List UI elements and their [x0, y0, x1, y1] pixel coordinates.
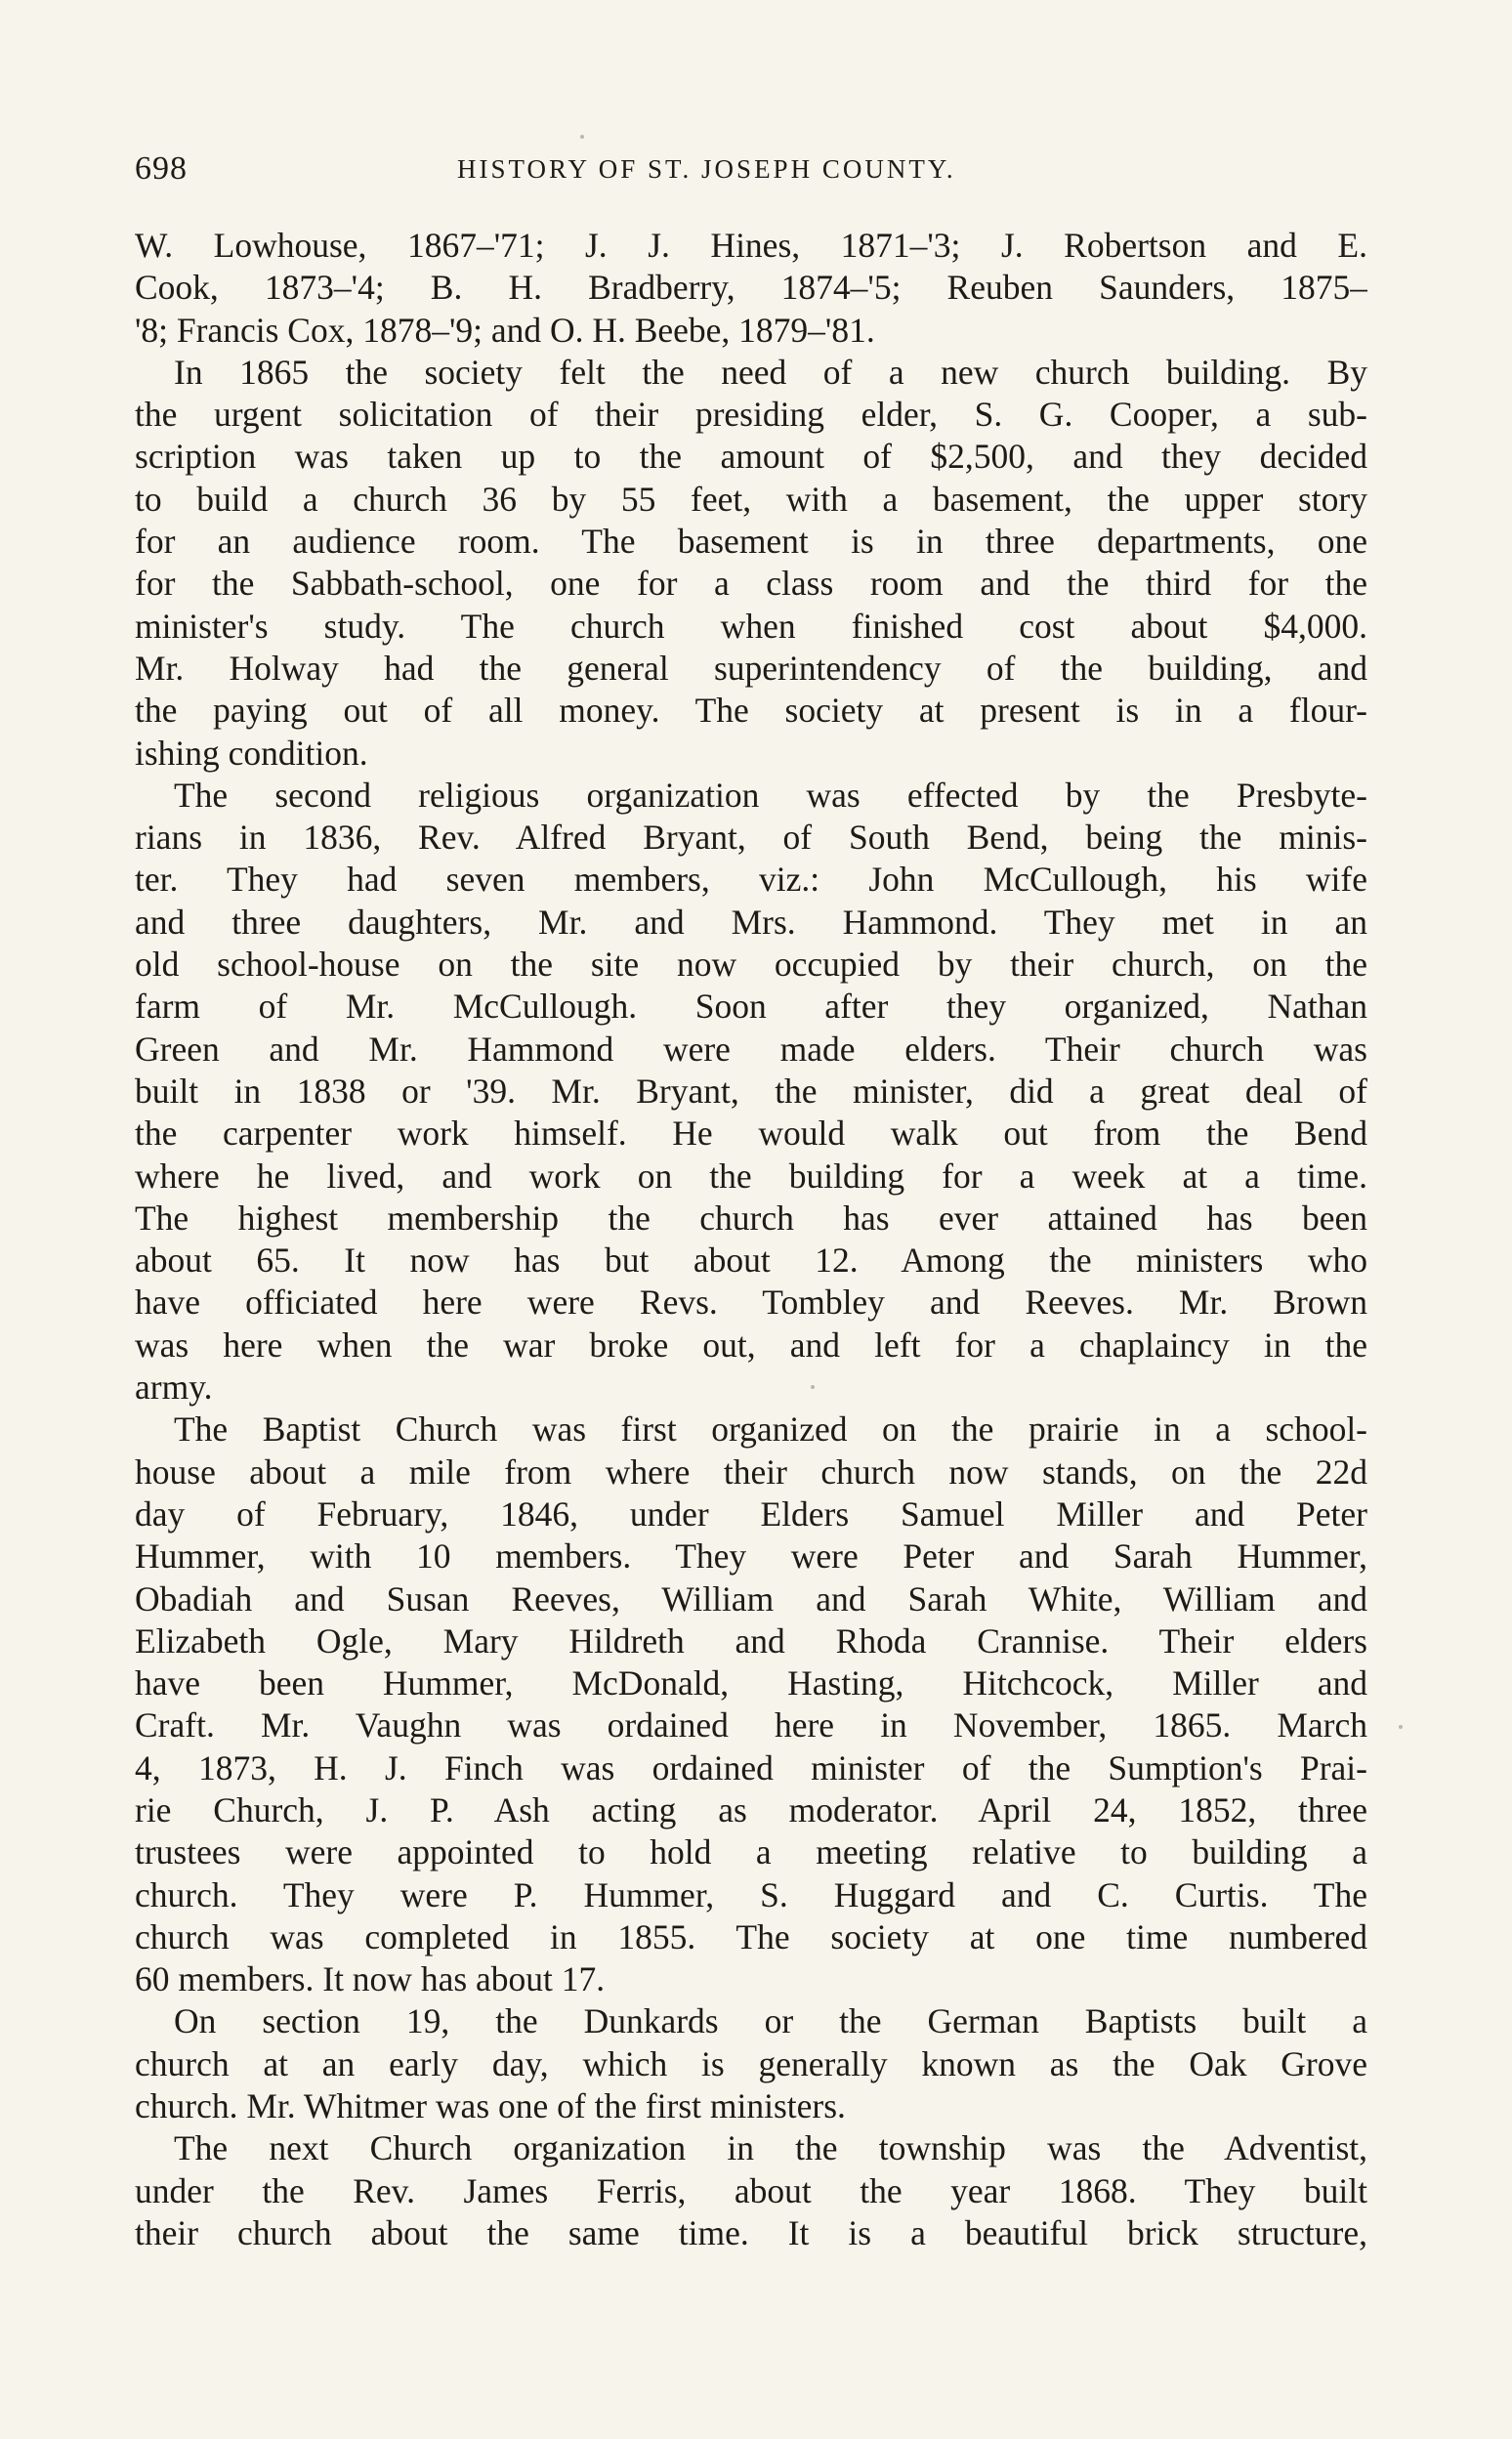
text-line: to build a church 36 by 55 feet, with a basement, the upper story	[135, 479, 1367, 519]
text-line: built in 1838 or '39. Mr. Bryant, the minister, did a great deal of	[135, 1071, 1367, 1111]
text-line: day of February, 1846, under Elders Samuel Miller and Peter	[135, 1493, 1367, 1534]
text-line: scription was taken up to the amount of $2,500, and they decided	[135, 437, 1367, 477]
text-line: have been Hummer, McDonald, Hasting, Hitchcock, Miller and	[135, 1663, 1367, 1703]
text-line: Green and Mr. Hammond were made elders. Their church was	[135, 1029, 1367, 1069]
text-line: for an audience room. The basement is in three departments, one	[135, 522, 1367, 562]
text-line: church at an early day, which is generally known as the Oak Grove	[135, 2043, 1367, 2083]
text-line: old school-house on the site now occupied by their church, on the	[135, 945, 1367, 985]
text-line: 60 members. It now has about 17.	[135, 1959, 606, 1999]
text-line: farm of Mr. McCullough. Soon after they organized, Nathan	[135, 987, 1367, 1027]
text-line: church. They were P. Hummer, S. Huggard and C. Curtis. The	[135, 1874, 1367, 1914]
text-line: trustees were appointed to hold a meeting relative to building a	[135, 1832, 1367, 1872]
text-line: and three daughters, Mr. and Mrs. Hammond. They met in an	[135, 902, 1367, 942]
text-line: church was completed in 1855. The society at one time numbered	[135, 1916, 1367, 1956]
text-line: church. Mr. Whitmer was one of the first ministers.	[135, 2086, 846, 2126]
text-line: ishing condition.	[135, 733, 368, 773]
page-header	[135, 145, 1367, 193]
text-line: '8; Francis Cox, 1878–'9; and O. H. Beebe, 1879–'81.	[135, 310, 875, 350]
text-line: Craft. Mr. Vaughn was ordained here in November, 1865. March	[135, 1705, 1367, 1745]
text-line: army.	[135, 1367, 213, 1408]
text-line: their church about the same time. It is a beautiful brick structure,	[135, 2212, 1367, 2252]
text-line: for the Sabbath-school, one for a class room and the third for the	[135, 564, 1367, 604]
page-number: 698	[135, 150, 188, 187]
text-line: The highest membership the church has ever attained has been	[135, 1198, 1367, 1238]
running-head: HISTORY OF ST. JOSEPH COUNTY.	[457, 154, 956, 184]
text-line: W. Lowhouse, 1867–'71; J. J. Hines, 1871–'3; J. Robertson and E.	[135, 226, 1367, 265]
text-line: In 1865 the society felt the need of a new church building. By	[174, 352, 1367, 392]
text-line: 4, 1873, H. J. Finch was ordained minister of the Sumption's Prai-	[135, 1747, 1367, 1787]
text-line: Cook, 1873–'4; B. H. Bradberry, 1874–'5; Reuben Saunders, 1875–	[135, 268, 1367, 308]
text-line: the urgent solicitation of their presiding elder, S. G. Cooper, a sub-	[135, 395, 1367, 435]
print-speck	[580, 135, 584, 139]
text-line: On section 19, the Dunkards or the German Baptists built a	[174, 2001, 1367, 2041]
print-speck	[811, 1385, 815, 1389]
text-line: Hummer, with 10 members. They were Peter and Sarah Hummer,	[135, 1536, 1367, 1577]
text-line: about 65. It now has but about 12. Among the ministers who	[135, 1241, 1367, 1281]
print-speck	[1399, 1725, 1403, 1729]
text-line: was here when the war broke out, and left for a chaplaincy in the	[135, 1325, 1367, 1365]
text-line: The Baptist Church was first organized on the prairie in a school-	[174, 1409, 1367, 1450]
text-line: The next Church organization in the township was the Adventist,	[174, 2128, 1367, 2168]
text-line: under the Rev. James Ferris, about the year 1868. They built	[135, 2170, 1367, 2210]
text-line: where he lived, and work on the building for a week at a time.	[135, 1156, 1367, 1196]
text-line: house about a mile from where their church now stands, on the 22d	[135, 1451, 1367, 1492]
text-line: rians in 1836, Rev. Alfred Bryant, of South Bend, being the minis-	[135, 818, 1367, 858]
text-line: The second religious organization was effected by the Presbyte-	[174, 775, 1367, 815]
text-line: rie Church, J. P. Ash acting as moderator. April 24, 1852, three	[135, 1789, 1367, 1829]
text-line: Mr. Holway had the general superintendency of the building, and	[135, 648, 1367, 688]
text-line: Elizabeth Ogle, Mary Hildreth and Rhoda Crannise. Their elders	[135, 1620, 1367, 1661]
text-line: ter. They had seven members, viz.: John McCullough, his wife	[135, 860, 1367, 900]
text-line: minister's study. The church when finished cost about $4,000.	[135, 606, 1367, 646]
body-text	[135, 225, 1367, 2254]
text-line: have officiated here were Revs. Tombley and Reeves. Mr. Brown	[135, 1283, 1367, 1323]
text-line: the paying out of all money. The society at present is in a flour-	[135, 691, 1367, 731]
text-line: the carpenter work himself. He would walk out from the Bend	[135, 1114, 1367, 1154]
text-line: Obadiah and Susan Reeves, William and Sarah White, William and	[135, 1578, 1367, 1619]
